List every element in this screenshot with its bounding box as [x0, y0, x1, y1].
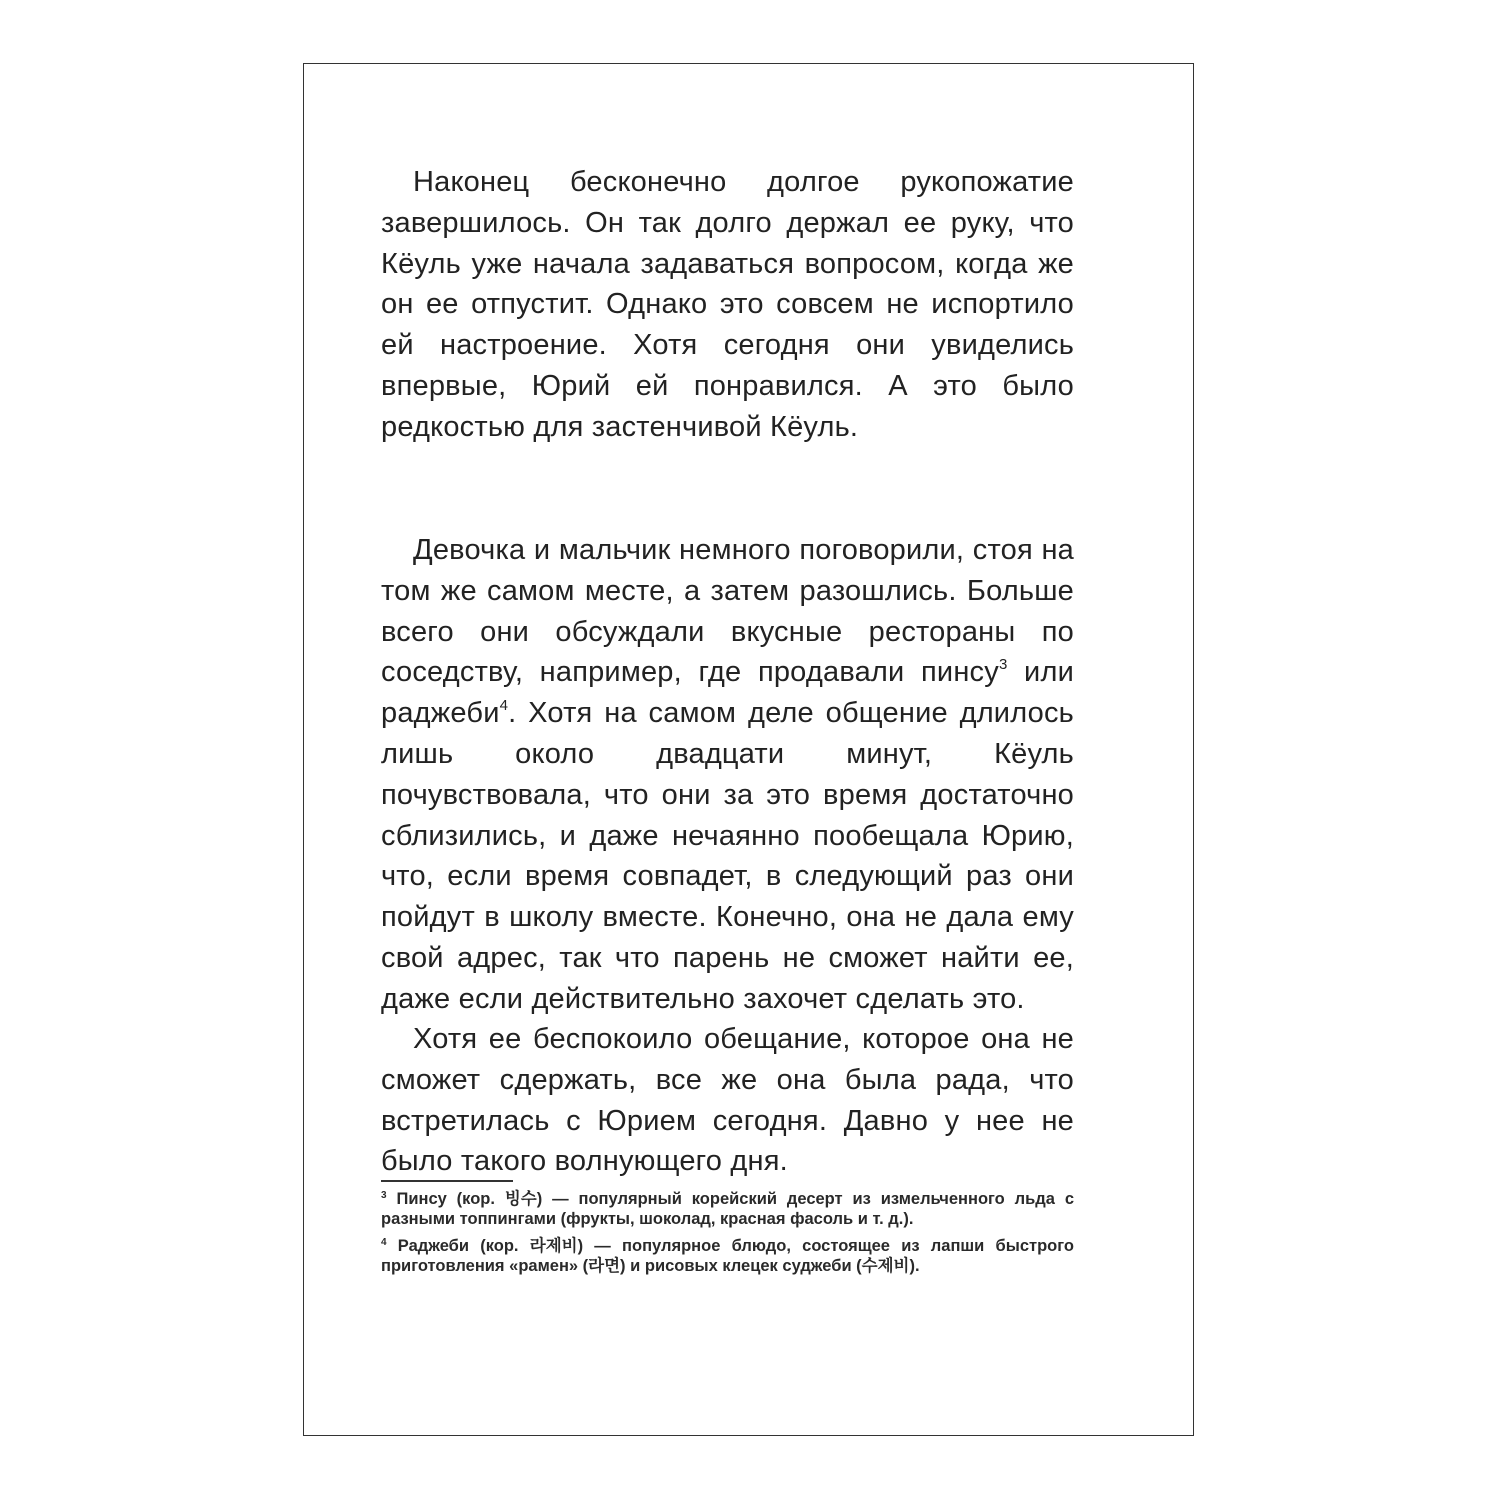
paragraph-2-text-c: . Хотя на самом деле общение длилось лишь около двадцати минут, Кёуль почувствовала, что они за это время достаточно сблизились, и даже нечаянно пообещала Юрию, что, если время совпадет, в следующий раз они пойдут в школу вместе. Конечно, она не дала ему свой адрес, так что парень не сможет найти ее, даже если действительно захочет сделать это. — [381, 697, 1074, 1015]
footnote-ref-4[interactable]: 4 — [499, 697, 509, 715]
footnote-4 — [381, 1236, 1074, 1276]
footnote-3-text: Пинсу (кор. 빙수) — популярный корейский десерт из измельченного льда с разными топпингами (фрукты, шоколад, красная фасоль и т. д.). — [381, 1190, 1074, 1228]
footnote-4-number: 4 — [381, 1237, 387, 1248]
footnotes — [381, 1189, 1074, 1283]
paragraph-2-text-b: или раджеби — [381, 656, 1074, 730]
footnote-divider — [381, 1180, 513, 1182]
paragraph-3 — [381, 1019, 1074, 1182]
paragraph-3-text: Хотя ее беспокоило обещание, которое она не сможет сдержать, все же она была рада, что встретилась с Юрием сегодня. Давно у нее не было такого волнующего дня. — [381, 1023, 1074, 1178]
paragraph-2 — [381, 530, 1074, 1020]
paragraph-1 — [381, 162, 1074, 448]
paragraph-1-text: Наконец бесконечно долгое рукопожатие завершилось. Он так долго держал ее руку, что Кёуль уже начала задаваться вопросом, когда же он ее отпустит. Однако это совсем не испортило ей настроение. Хотя сегодня они увиделись впервые, Юрий ей понравился. А это было редкостью для застенчивой Кёуль. — [381, 166, 1074, 443]
footnote-3 — [381, 1189, 1074, 1229]
footnote-3-number: 3 — [381, 1190, 387, 1201]
footnote-4-text: Раджеби (кор. 라제비) — популярное блюдо, состоящее из лапши быстрого приготовления «рамен» (라면) и рисовых клецек суджеби (수제비). — [381, 1237, 1074, 1275]
footnote-ref-3[interactable]: 3 — [998, 656, 1008, 674]
book-page — [303, 63, 1194, 1436]
paragraph-2-text-a: Девочка и мальчик немного поговорили, стоя на том же самом месте, а затем разошлись. Больше всего они обсуждали вкусные рестораны по соседству, например, где продавали пинсу — [381, 534, 1074, 689]
